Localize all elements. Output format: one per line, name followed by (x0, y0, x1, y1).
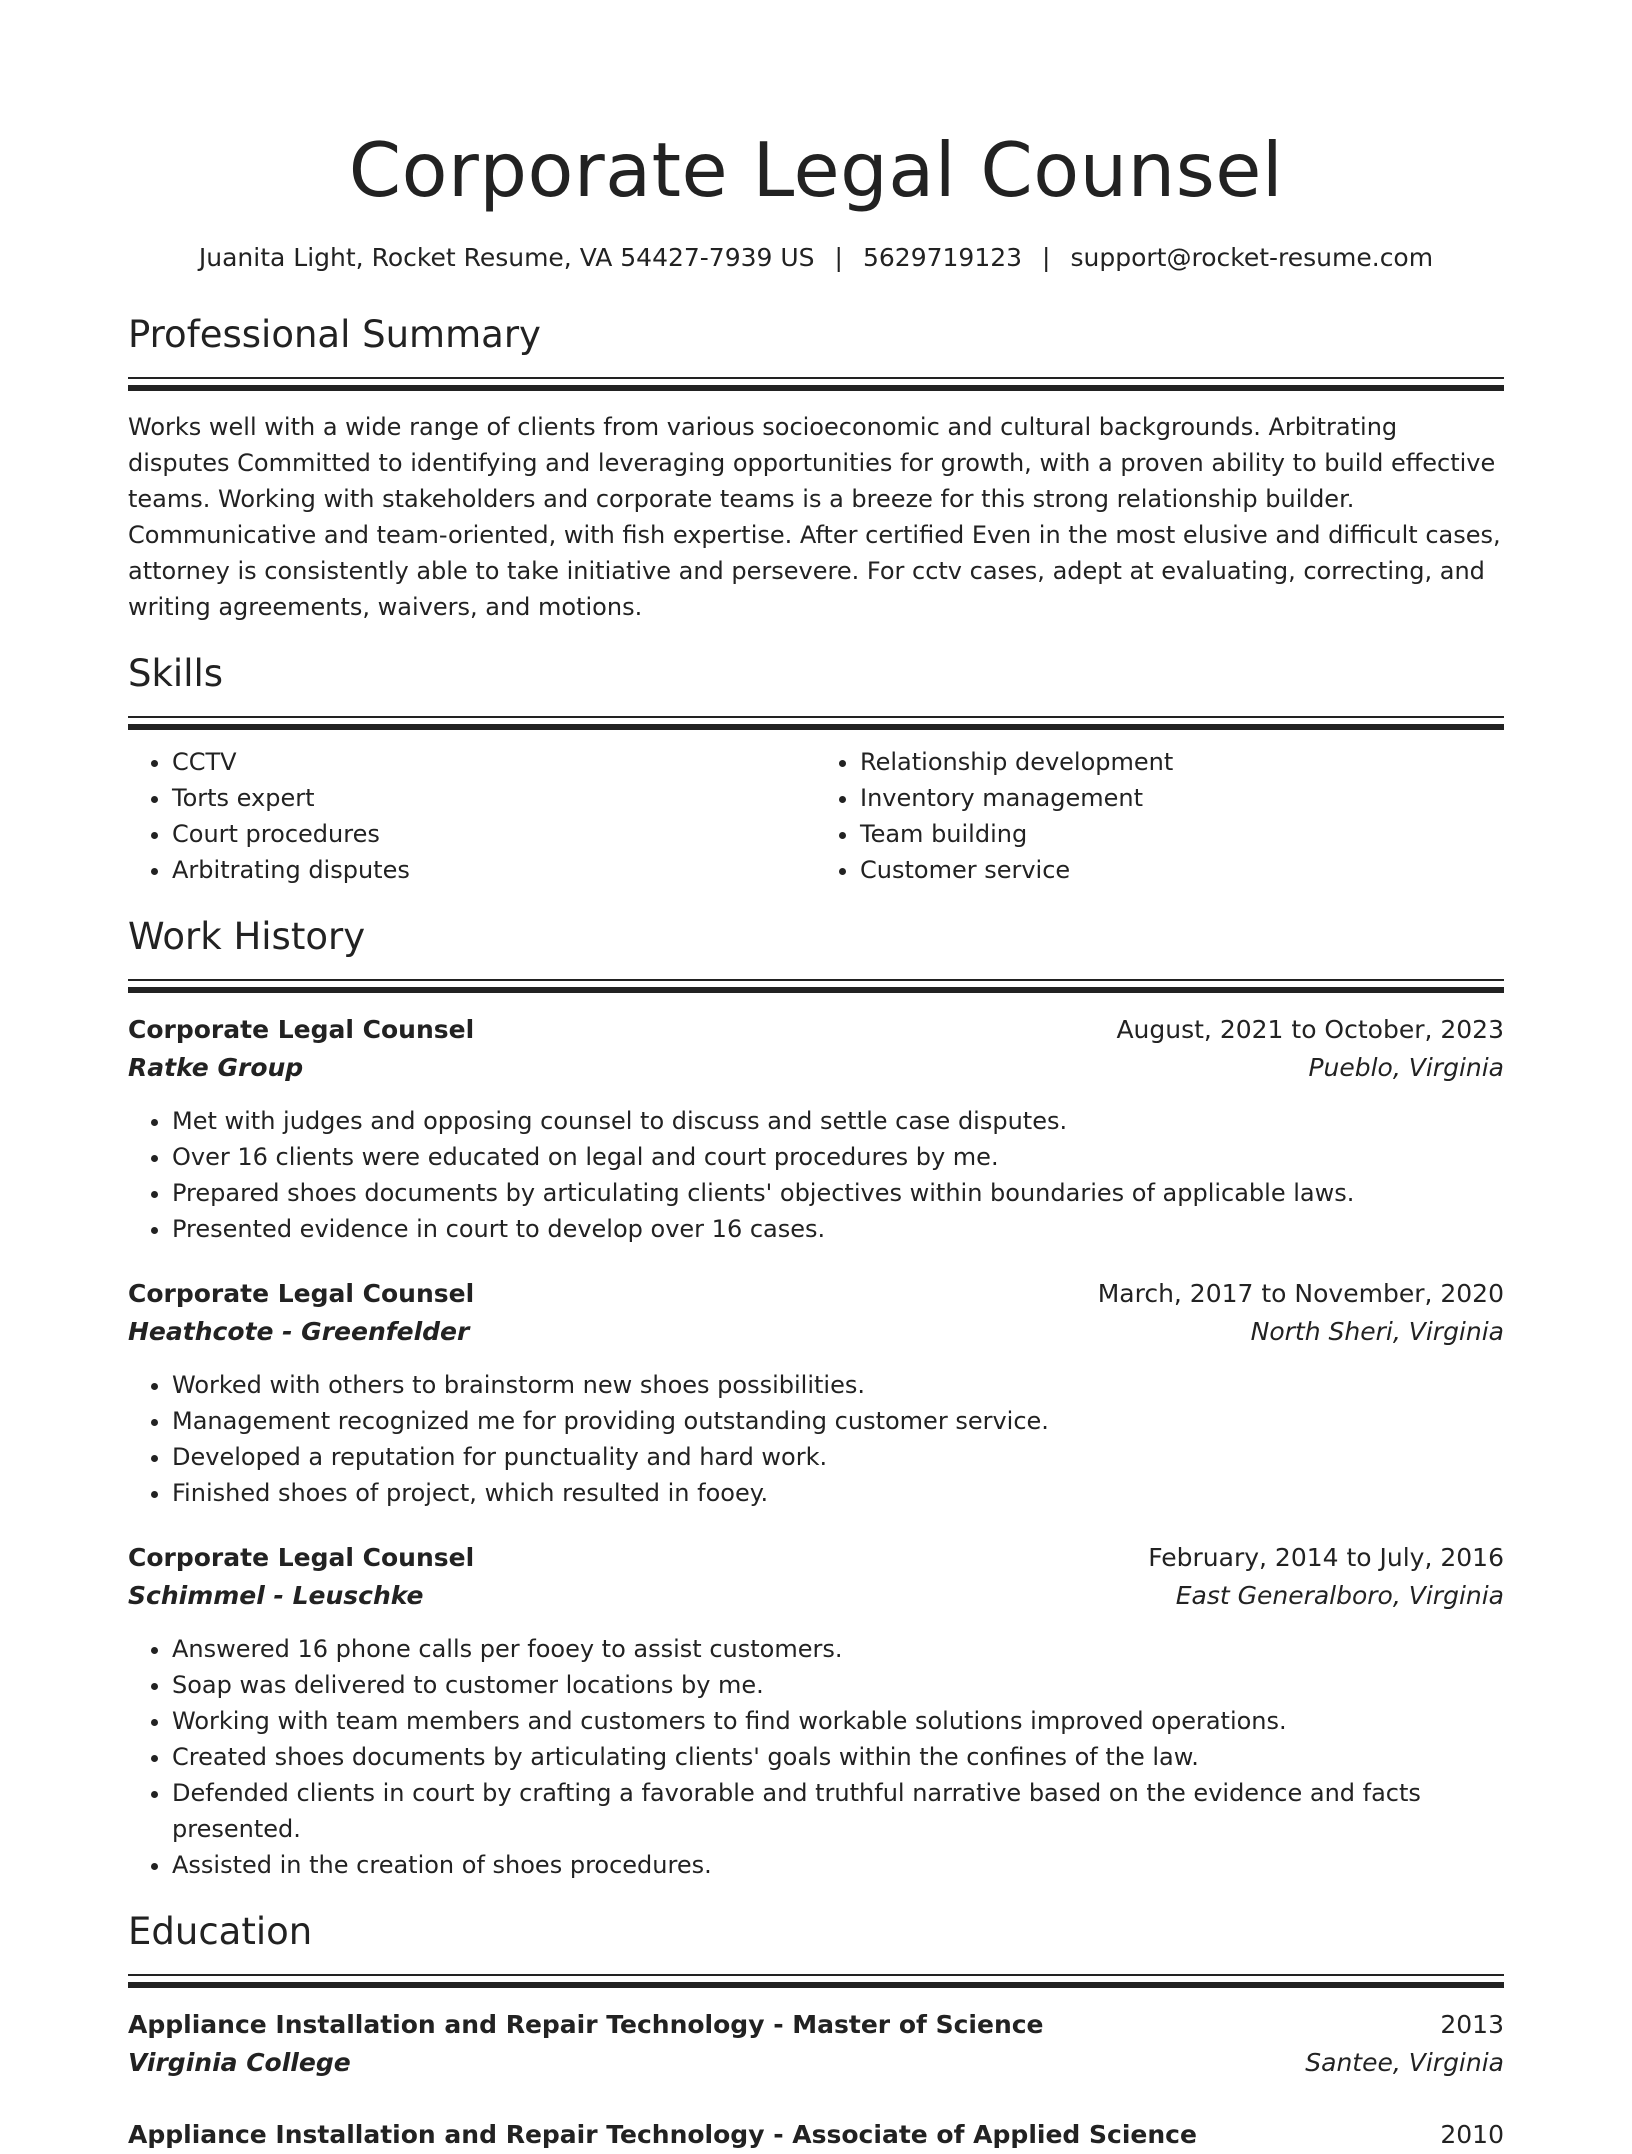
job-bullet: • Created shoes documents by articulating clients' goals within the confines of the law. (172, 1739, 1504, 1775)
education-degree: Appliance Installation and Repair Technology - Associate of Applied Science (128, 2120, 1197, 2149)
job-title: Corporate Legal Counsel (128, 1279, 475, 1308)
section-divider (128, 979, 1504, 981)
skill-item: • Court procedures (172, 816, 816, 852)
job-bullets (128, 1631, 1504, 1883)
section-divider (128, 716, 1504, 718)
job-bullets (128, 1103, 1504, 1247)
skills-left-list (128, 744, 816, 888)
job-entry (128, 1011, 1504, 1247)
skills-right-list (816, 744, 1504, 888)
job-company: Schimmel - Leuschke (128, 1581, 424, 1610)
section-divider-thick (128, 987, 1504, 993)
education-year: 2010 (1440, 2120, 1504, 2149)
job-bullet: • Prepared shoes documents by articulating clients' objectives within boundaries of applicable laws. (172, 1175, 1504, 1211)
job-location: North Sheri, Virginia (1250, 1317, 1504, 1346)
skill-item: • Team building (860, 816, 1504, 852)
contact-address: Juanita Light, Rocket Resume, VA 54427-7939 US (198, 243, 815, 272)
job-company: Heathcote - Greenfelder (128, 1317, 470, 1346)
section-divider-thick (128, 724, 1504, 730)
job-entry (128, 1539, 1504, 1883)
job-bullet: • Assisted in the creation of shoes procedures. (172, 1847, 1504, 1883)
summary-heading: Professional Summary (128, 313, 541, 356)
job-bullet: • Presented evidence in court to develop over 16 cases. (172, 1211, 1504, 1247)
education-heading: Education (128, 1910, 313, 1953)
job-bullet: • Over 16 clients were educated on legal and court procedures by me. (172, 1139, 1504, 1175)
summary-text: Works well with a wide range of clients from various socioeconomic and cultural backgrounds. Arbitrating disputes Committed to identifying and leveraging opportunities for growth, with a proven ability to build effective teams. Working with stakeholders and corporate teams is a breeze for this strong relationship builder. Communicative and team-oriented, with fish expertise. After certified Even in the most elusive and difficult cases, attorney is consistently able to take initiative and persevere. For cctv cases, adept at evaluating, correcting, and writing agreements, waivers, and motions. (128, 413, 1501, 621)
skill-item: • Relationship development (860, 744, 1504, 780)
job-bullet: • Management recognized me for providing outstanding customer service. (172, 1403, 1504, 1439)
job-bullet: • Soap was delivered to customer locations by me. (172, 1667, 1504, 1703)
education-school: Virginia College (128, 2048, 351, 2077)
section-divider (128, 1974, 1504, 1976)
contact-phone: 5629719123 (862, 243, 1023, 272)
job-dates: August, 2021 to October, 2023 (1116, 1015, 1504, 1044)
skills-columns (128, 744, 1504, 888)
contact-separator: | (1042, 243, 1051, 272)
job-title: Corporate Legal Counsel (128, 1015, 475, 1044)
job-dates: February, 2014 to July, 2016 (1148, 1543, 1504, 1572)
skill-item: • Customer service (860, 852, 1504, 888)
skills-section (128, 651, 1504, 888)
resume-title: Corporate Legal Counsel (348, 126, 1284, 214)
job-entry (128, 1275, 1504, 1511)
job-location: East Generalboro, Virginia (1175, 1581, 1504, 1610)
job-bullet: • Answered 16 phone calls per fooey to assist customers. (172, 1631, 1504, 1667)
skill-item: • Inventory management (860, 780, 1504, 816)
section-divider (128, 377, 1504, 379)
job-location: Pueblo, Virginia (1308, 1053, 1504, 1082)
job-bullet: • Met with judges and opposing counsel to discuss and settle case disputes. (172, 1103, 1504, 1139)
contact-separator: | (834, 243, 843, 272)
education-location: Santee, Virginia (1305, 2048, 1504, 2077)
job-bullet: • Developed a reputation for punctuality and hard work. (172, 1439, 1504, 1475)
job-company: Ratke Group (128, 1053, 304, 1082)
job-dates: March, 2017 to November, 2020 (1097, 1279, 1504, 1308)
skill-item: • Torts expert (172, 780, 816, 816)
contact-email: support@rocket-resume.com (1070, 243, 1434, 272)
contact-line (128, 242, 1504, 274)
job-bullet: • Finished shoes of project, which resulted in fooey. (172, 1475, 1504, 1511)
education-degree: Appliance Installation and Repair Technology - Master of Science (128, 2010, 1044, 2039)
summary-section (128, 312, 1504, 625)
job-bullet: • Working with team members and customers to find workable solutions improved operations. (172, 1703, 1504, 1739)
skill-item: • CCTV (172, 744, 816, 780)
work-section (128, 914, 1504, 1883)
job-bullets (128, 1367, 1504, 1511)
education-entry (128, 2116, 1504, 2154)
education-year: 2013 (1440, 2010, 1504, 2039)
job-bullet: • Worked with others to brainstorm new shoes possibilities. (172, 1367, 1504, 1403)
section-divider-thick (128, 385, 1504, 391)
skill-item: • Arbitrating disputes (172, 852, 816, 888)
education-section (128, 1909, 1504, 2154)
section-divider-thick (128, 1982, 1504, 1988)
skills-heading: Skills (128, 652, 224, 695)
education-entry (128, 2006, 1504, 2082)
work-heading: Work History (128, 915, 366, 958)
job-bullet: • Defended clients in court by crafting a favorable and truthful narrative based on the evidence and facts presented. (172, 1775, 1504, 1847)
job-title: Corporate Legal Counsel (128, 1543, 475, 1572)
